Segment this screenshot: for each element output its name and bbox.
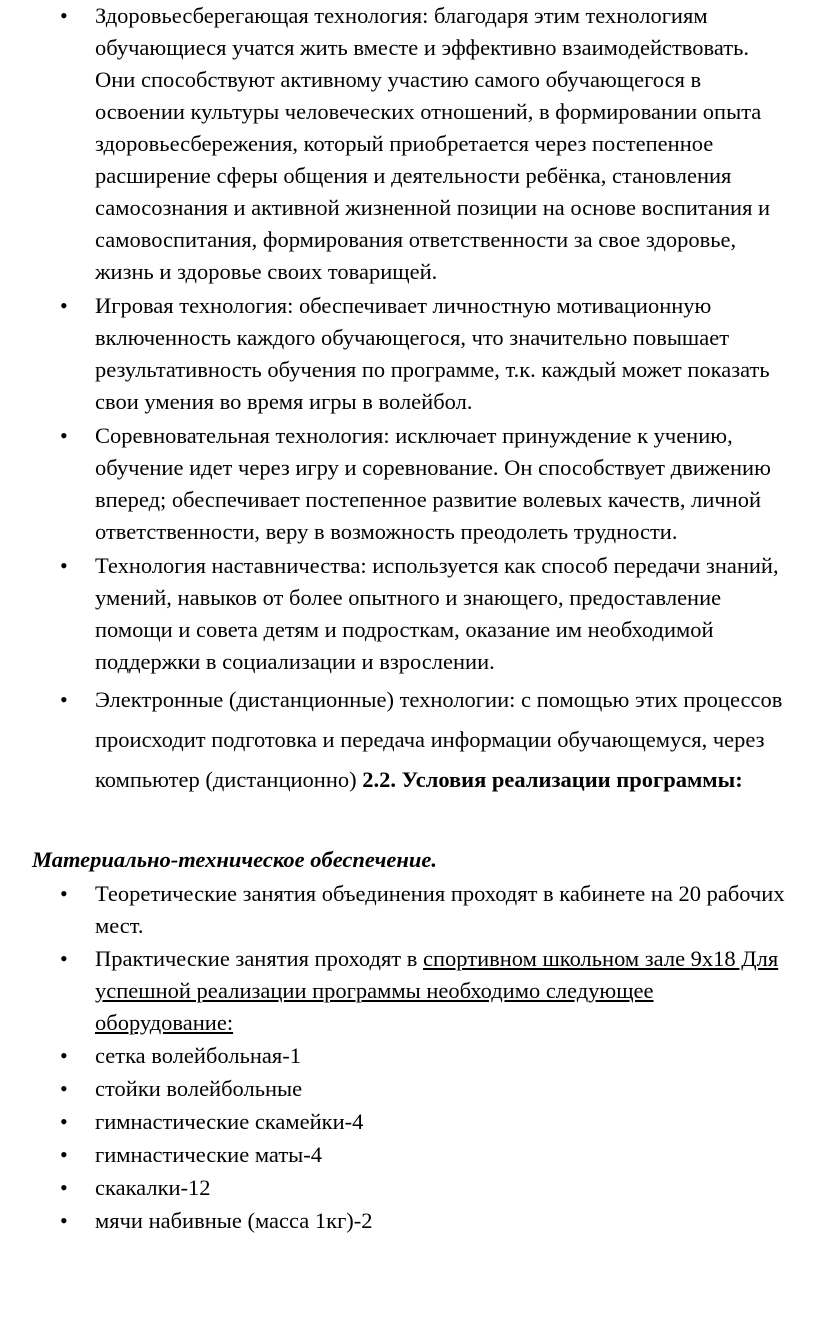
- bullet-icon: •: [60, 946, 68, 971]
- bullet-icon: •: [60, 553, 68, 578]
- list-item-text: гимнастические маты-4: [95, 1142, 323, 1167]
- list-item-text: Электронные (дистанционные) технологии: с помощью этих процессов происходит подготовка и передача информации обучающемуся, через компьютер (дистанционно): [95, 687, 783, 792]
- bullet-icon: •: [60, 3, 68, 28]
- list-item: [0, 290, 816, 418]
- bullet-icon: •: [60, 423, 68, 448]
- list-item-text: гимнастические скамейки-4: [95, 1109, 364, 1134]
- list-item: [0, 1040, 816, 1072]
- list-item-electronic: [0, 680, 816, 800]
- bullet-icon: •: [60, 1208, 68, 1233]
- list-item-text: Здоровьесберегающая технология: благодаря этим технологиям обучающиеся учатся жить вместе и эффективно взаимодействовать. Они способствуют активному участию самого обучающегося в освоении культуры человеческих отношений, в формировании опыта здоровьесбережения, который приобретается через постепенное расширение сферы общения и деятельности ребёнка, становления самосознания и активной жизненной позиции на основе воспитания и самовоспитания, формирования ответственности за свое здоровье, жизнь и здоровье своих товарищей.: [95, 3, 771, 284]
- bullet-icon: •: [60, 1043, 68, 1068]
- list-item: [0, 1172, 816, 1204]
- bullet-icon: •: [60, 1076, 68, 1101]
- list-item-text: Игровая технология: обеспечивает личностную мотивационную включенность каждого обучающегося, что значительно повышает результативность обучения по программе, т.к. каждый может показать свои умения во время игры в волейбол.: [95, 293, 770, 414]
- bullet-icon: •: [60, 881, 68, 906]
- list-item: [0, 1106, 816, 1138]
- list-item: [0, 420, 816, 548]
- list-item: [0, 1205, 816, 1237]
- list-item-text: скакалки-12: [95, 1175, 211, 1200]
- list-item-text: сетка волейбольная-1: [95, 1043, 301, 1068]
- list-item-text: Теоретические занятия объединения проходят в кабинете на 20 рабочих мест.: [95, 881, 785, 938]
- list-item: [0, 1139, 816, 1171]
- bullet-icon: •: [60, 687, 68, 712]
- list-item: [0, 1073, 816, 1105]
- list-item-text: стойки волейбольные: [95, 1076, 303, 1101]
- equipment-list: [0, 878, 816, 1237]
- bullet-icon: •: [60, 1142, 68, 1167]
- list-item-text: Практические занятия проходят в: [95, 946, 424, 971]
- bullet-icon: •: [60, 293, 68, 318]
- list-item-text: Технология наставничества: используется как способ передачи знаний, умений, навыков от более опытного и знающего, предоставление помощи и совета детям и подросткам, оказание им необходимой поддержки в социализации и взрослении.: [95, 553, 779, 674]
- list-item: [0, 550, 816, 678]
- section-title: Материально-техническое обеспечение.: [32, 847, 438, 872]
- bullet-icon: •: [60, 1109, 68, 1134]
- list-item: [0, 943, 816, 1039]
- list-item: [0, 878, 816, 942]
- list-item-text: Соревновательная технология: исключает принуждение к учению, обучение идет через игру и соревнование. Он способствует движению вперед; обеспечивает постепенное развитие волевых качеств, личной ответственности, веру в возможность преодолеть трудности.: [95, 423, 771, 544]
- list-item-text: мячи набивные (масса 1кг)-2: [95, 1208, 373, 1233]
- bullet-icon: •: [60, 1175, 68, 1200]
- list-item: [0, 0, 816, 288]
- section-heading: 2.2. Условия реализации программы:: [362, 767, 743, 792]
- underlined-text: спортивном школьном зале 9х18 Для успешной реализации программы необходимо следующее оборудование:: [95, 946, 779, 1035]
